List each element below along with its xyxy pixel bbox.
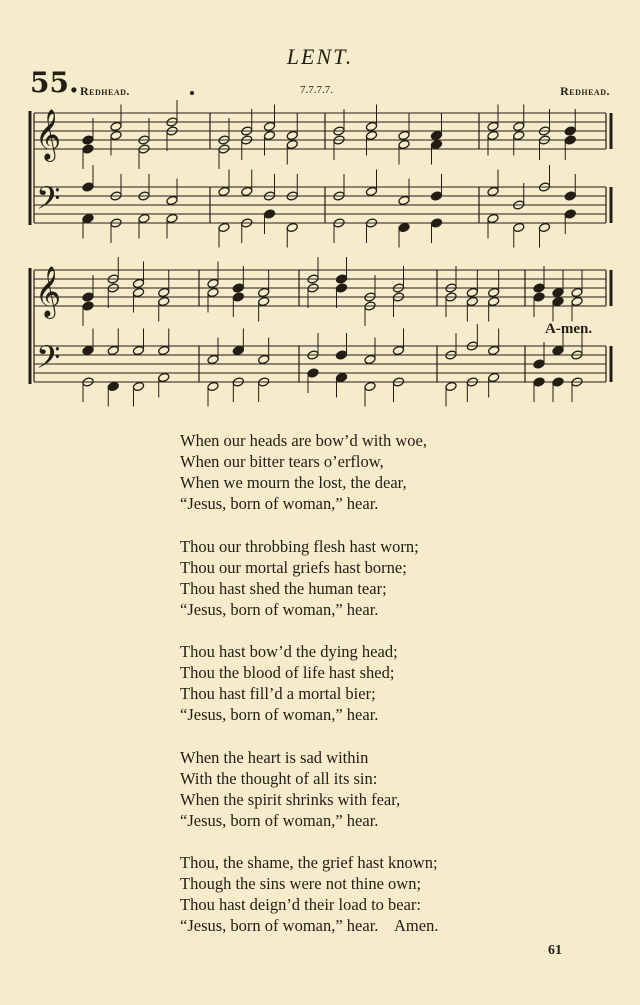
note-head (286, 130, 298, 140)
note-head (488, 345, 500, 355)
note-head (207, 381, 219, 391)
music-system-1 (30, 100, 611, 248)
note-head (533, 292, 545, 302)
note-head (364, 354, 376, 364)
note-head (286, 139, 298, 149)
note-head (538, 222, 550, 232)
note-head (207, 278, 219, 288)
note-head (110, 121, 122, 131)
note-head (263, 121, 275, 131)
verse-line: Thou our throbbing flesh hast worn; (180, 536, 419, 556)
note-head (564, 191, 576, 201)
note-head (335, 350, 347, 360)
note-head (82, 182, 94, 192)
verse-line: “Jesus, born of woman,” hear. Amen. (180, 916, 439, 935)
note-head (552, 296, 564, 306)
note-head (241, 186, 253, 196)
note-head (218, 222, 230, 232)
note-head (158, 372, 170, 382)
note-head (365, 121, 377, 131)
note-head (166, 195, 178, 205)
note-head (286, 222, 298, 232)
note-head (533, 377, 545, 387)
note-head (158, 287, 170, 297)
note-head (552, 345, 564, 355)
note-head (232, 345, 244, 355)
note-head (398, 130, 410, 140)
note-head (513, 222, 525, 232)
note-head (564, 209, 576, 219)
note-head (82, 213, 94, 223)
verse-line: When our heads are bow’d with woe, (180, 431, 427, 450)
note-head (430, 139, 442, 149)
note-head (132, 345, 144, 355)
verse-line: “Jesus, born of woman,” hear. (180, 494, 379, 513)
note-head (365, 186, 377, 196)
music-system-2 (30, 257, 611, 407)
tune-name: Redhead. (80, 84, 130, 98)
note-head (258, 287, 270, 297)
note-head (466, 296, 478, 306)
note-head (552, 287, 564, 297)
amen-label: A-men. (545, 321, 593, 337)
verse-2 (180, 536, 500, 620)
verse-line: Thou hast bow’d the dying head; (180, 642, 398, 661)
verse-line: When the heart is sad within (180, 747, 369, 767)
verse-line: Thou hast shed the human tear; (180, 578, 387, 598)
verse-line: “Jesus, born of woman,” hear. (180, 599, 379, 619)
page-number: 61 (548, 943, 562, 958)
note-head (207, 354, 219, 364)
note-head (487, 186, 499, 196)
note-head (82, 135, 94, 145)
note-head (218, 186, 230, 196)
note-head (138, 213, 150, 223)
note-head (571, 287, 583, 297)
note-head (232, 283, 244, 293)
verse-5 (180, 852, 500, 936)
verse-line: Thou hast deign’d their load to bear: (180, 895, 422, 914)
verse-4 (180, 747, 500, 831)
note-head (335, 274, 347, 284)
note-head (564, 135, 576, 145)
note-head (533, 359, 545, 369)
note-head (488, 372, 500, 382)
note-head (430, 218, 442, 228)
note-head (258, 354, 270, 364)
note-head (430, 130, 442, 140)
note-head (487, 213, 499, 223)
note-head (533, 283, 545, 293)
verse-3 (180, 641, 500, 725)
note-head (488, 296, 500, 306)
treble-clef: 𝄞 (35, 266, 62, 317)
note-head (466, 287, 478, 297)
note-head (110, 130, 122, 140)
note-head (158, 345, 170, 355)
note-head (487, 121, 499, 131)
verse-line: “Jesus, born of woman,” hear. (180, 810, 379, 830)
music-score (0, 0, 640, 420)
note-head (207, 287, 219, 297)
verse-line: Thou, the shame, the grief hast known; (180, 853, 438, 872)
note-head (107, 381, 119, 391)
note-head (82, 301, 94, 311)
note-head (166, 213, 178, 223)
verse-line: Thou the blood of life hast shed; (180, 663, 395, 682)
verse-line: Thou hast fill’d a mortal bier; (180, 684, 376, 703)
page-header: LENT. (286, 44, 354, 69)
note-head (445, 381, 457, 391)
bass-clef: 𝄢 (36, 180, 61, 224)
note-head (398, 195, 410, 205)
note-head (552, 377, 564, 387)
hymn-verses (180, 430, 500, 958)
note-head (513, 121, 525, 131)
note-head (307, 368, 319, 378)
verse-line: Though the sins were not thine own; (180, 874, 422, 893)
meter: 7.7.7.7. (300, 84, 333, 96)
note-head (263, 209, 275, 219)
note-head (571, 296, 583, 306)
note-head (365, 130, 377, 140)
hymn-number: 55. (30, 66, 79, 99)
note-head (82, 345, 94, 355)
note-head (132, 381, 144, 391)
treble-clef: 𝄞 (35, 109, 62, 160)
note-head (232, 292, 244, 302)
note-head (398, 139, 410, 149)
note-head (488, 287, 500, 297)
note-head (392, 345, 404, 355)
verse-line: When we mourn the lost, the dear, (180, 473, 407, 492)
note-head (398, 222, 410, 232)
note-head (364, 381, 376, 391)
note-head (335, 372, 347, 382)
note-head (132, 287, 144, 297)
composer-name: Redhead. (560, 84, 610, 98)
note-head (263, 130, 275, 140)
bass-clef: 𝄢 (36, 339, 61, 383)
note-head (487, 130, 499, 140)
verse-line: When the spirit shrinks with fear, (180, 789, 401, 809)
verse-line: When our bitter tears o’erflow, (180, 452, 384, 471)
note-head (564, 126, 576, 136)
note-head (82, 144, 94, 154)
note-head (513, 130, 525, 140)
note-head (158, 296, 170, 306)
verse-line: “Jesus, born of woman,” hear. (180, 705, 379, 724)
verse-line: With the thought of all its sin: (180, 768, 378, 788)
note-head (132, 278, 144, 288)
note-head (107, 345, 119, 355)
note-head (335, 283, 347, 293)
verse-line: Thou our mortal griefs hast borne; (180, 557, 407, 577)
verse-1 (180, 430, 500, 514)
note-head (430, 191, 442, 201)
note-head (258, 296, 270, 306)
note-head (82, 292, 94, 302)
